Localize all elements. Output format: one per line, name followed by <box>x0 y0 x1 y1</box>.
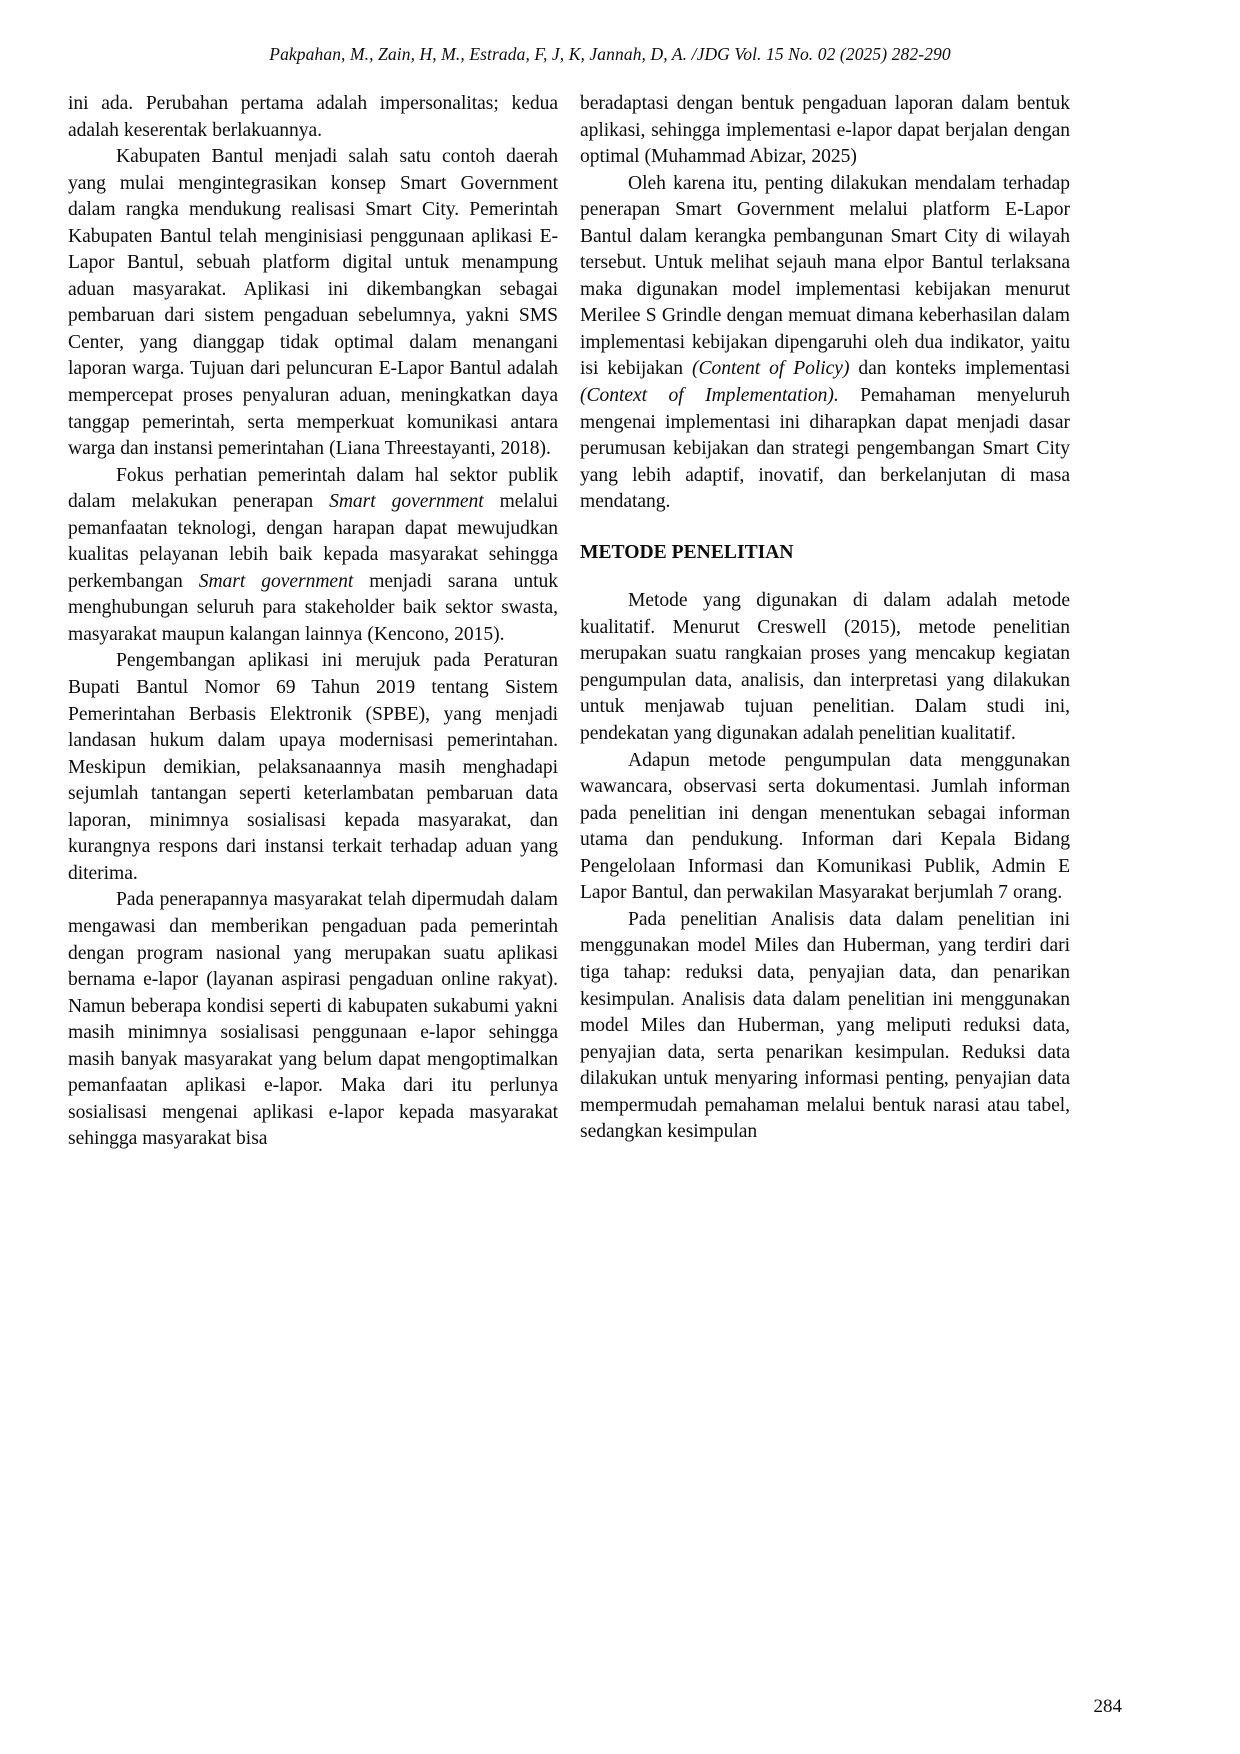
paragraph: beradaptasi dengan bentuk pengaduan laporan dalam bentuk aplikasi, sehingga implementasi e-lapor dapat berjalan dengan optimal (Muhammad Abizar, 2025) <box>580 93 1070 168</box>
paragraph: Pada penelitian Analisis data dalam penelitian ini menggunakan model Miles dan Huberman, yang terdiri dari tiga tahap: reduksi data, penyajian data, dan penarikan kesimpulan. Analisis data dalam penelitian ini menggunakan model Miles dan Huberman, yang meliputi reduksi data, penyajian data, serta penarikan kesimpulan. Reduksi data dilakukan untuk menyaring informasi penting, penyajian data mempermudah pemahaman melalui bentuk narasi atau tabel, sedangkan kesimpulan <box>580 908 1070 1143</box>
page-number: 284 <box>1093 1696 1122 1717</box>
paragraph: Metode yang digunakan di dalam adalah metode kualitatif. Menurut Creswell (2015), metode penelitian merupakan suatu rangkaian proses yang mencakup kegiatan pengumpulan data, analisis, dan interpretasi yang dilakukan untuk menjawab tujuan penelitian. Dalam studi ini, pendekatan yang digunakan adalah penelitian kualitatif. <box>580 590 1070 745</box>
italic-term: (Content of Policy) <box>691 358 850 380</box>
italic-term: Smart government <box>198 570 354 592</box>
running-head: Pakpahan, M., Zain, H, M., Estrada, F, J, K, Jannah, D, A. /JDG Vol. 15 No. 02 (2025) 282-290 <box>269 44 951 64</box>
right-column <box>580 91 1070 1146</box>
italic-term: (Context of Implementation). <box>580 385 839 407</box>
paragraph: Pengembangan aplikasi ini merujuk pada Peraturan Bupati Bantul Nomor 69 Tahun 2019 tentang Sistem Pemerintahan Berbasis Elektronik (SPBE), yang menjadi landasan hukum dalam upaya modernisasi pemerintahan. Meskipun demikian, pelaksanaannya masih menghadapi sejumlah tantangan seperti keterlambatan pembaruan data laporan, minimnya sosialisasi kepada masyarakat, dan kurangnya respons dari instansi terkait terhadap aduan yang diterima. <box>68 650 558 884</box>
paragraph: Fokus perhatian pemerintah dalam hal sektor publik dalam melakukan penerapan Smart government melalui pemanfaatan teknologi, dengan harapan dapat mewujudkan kualitas pelayanan lebih baik kepada masyarakat sehingga perkembangan Smart government menjadi sarana untuk menghubungan seluruh para stakeholder baik sektor swasta, masyarakat maupun kalangan lainnya (Kencono, 2015). <box>68 464 559 645</box>
paragraph: Kabupaten Bantul menjadi salah satu contoh daerah yang mulai mengintegrasikan konsep Smart Government dalam rangka mendukung realisasi Smart City. Pemerintah Kabupaten Bantul telah menginisiasi penggunaan aplikasi E-Lapor Bantul, sebuah platform digital untuk menampung aduan masyarakat. Aplikasi ini dikembangkan sebagai pembaruan dari sistem pengaduan sebelumnya, yakni SMS Center, yang dianggap tidak optimal dalam menangani laporan warga. Tujuan dari peluncuran E-Lapor Bantul adalah mempercepat proses penyaluran aduan, meningkatkan daya tanggap pemerintah, serta memperkuat komunikasi antara warga dan instansi pemerintahan (Liana Threestayanti, 2018). <box>68 146 558 460</box>
paragraph: Adapun metode pengumpulan data menggunakan wawancara, observasi serta dokumentasi. Jumlah informan pada penelitian ini dengan menentukan sebagai informan utama dan pendukung. Informan dari Kepala Bidang Pengelolaan Informasi dan Komunikasi Publik, Admin E Lapor Bantul, dan perwakilan Masyarakat berjumlah 7 orang. <box>580 749 1070 904</box>
paragraph: Oleh karena itu, penting dilakukan mendalam terhadap penerapan Smart Government melalui platform E-Lapor Bantul dalam kerangka pembangunan Smart City di wilayah tersebut. Untuk melihat sejauh mana elpor Bantul terlaksana maka digunakan model implementasi kebijakan menurut Merilee S Grindle dengan memuat dimana keberhasilan dalam implementasi kebijakan dipengaruhi oleh dua indikator, yaitu isi kebijakan (Content of Policy) dan konteks implementasi (Context of Implementation). Pemahaman menyeluruh mengenai implementasi ini diharapkan dapat menjadi dasar perumusan kebijakan dan strategi pengembangan Smart City yang lebih adaptif, inovatif, dan berkelanjutan di masa mendatang. <box>580 172 1070 513</box>
section-heading: METODE PENELITIAN <box>580 541 794 563</box>
italic-term: Smart government <box>329 491 484 513</box>
two-column-body <box>68 91 1122 1153</box>
left-column <box>68 91 558 1153</box>
paragraph: Pada penerapannya masyarakat telah dipermudah dalam mengawasi dan memberikan pengaduan pada pemerintah dengan program nasional yang merupakan suatu aplikasi bernama e-lapor (layanan aspirasi pengaduan online rakyat). Namun beberapa kondisi seperti di kabupaten sukabumi yakni masih minimnya sosialisasi penggunaan e-lapor sehingga masih banyak masyarakat yang belum dapat mengoptimalkan pemanfaatan aplikasi e-lapor. Maka dari itu perlunya sosialisasi mengenai aplikasi e-lapor kepada masyarakat sehingga masyarakat bisa <box>68 889 558 1150</box>
paragraph: ini ada. Perubahan pertama adalah impersonalitas; kedua adalah keserentak berlakuannya. <box>68 93 558 141</box>
